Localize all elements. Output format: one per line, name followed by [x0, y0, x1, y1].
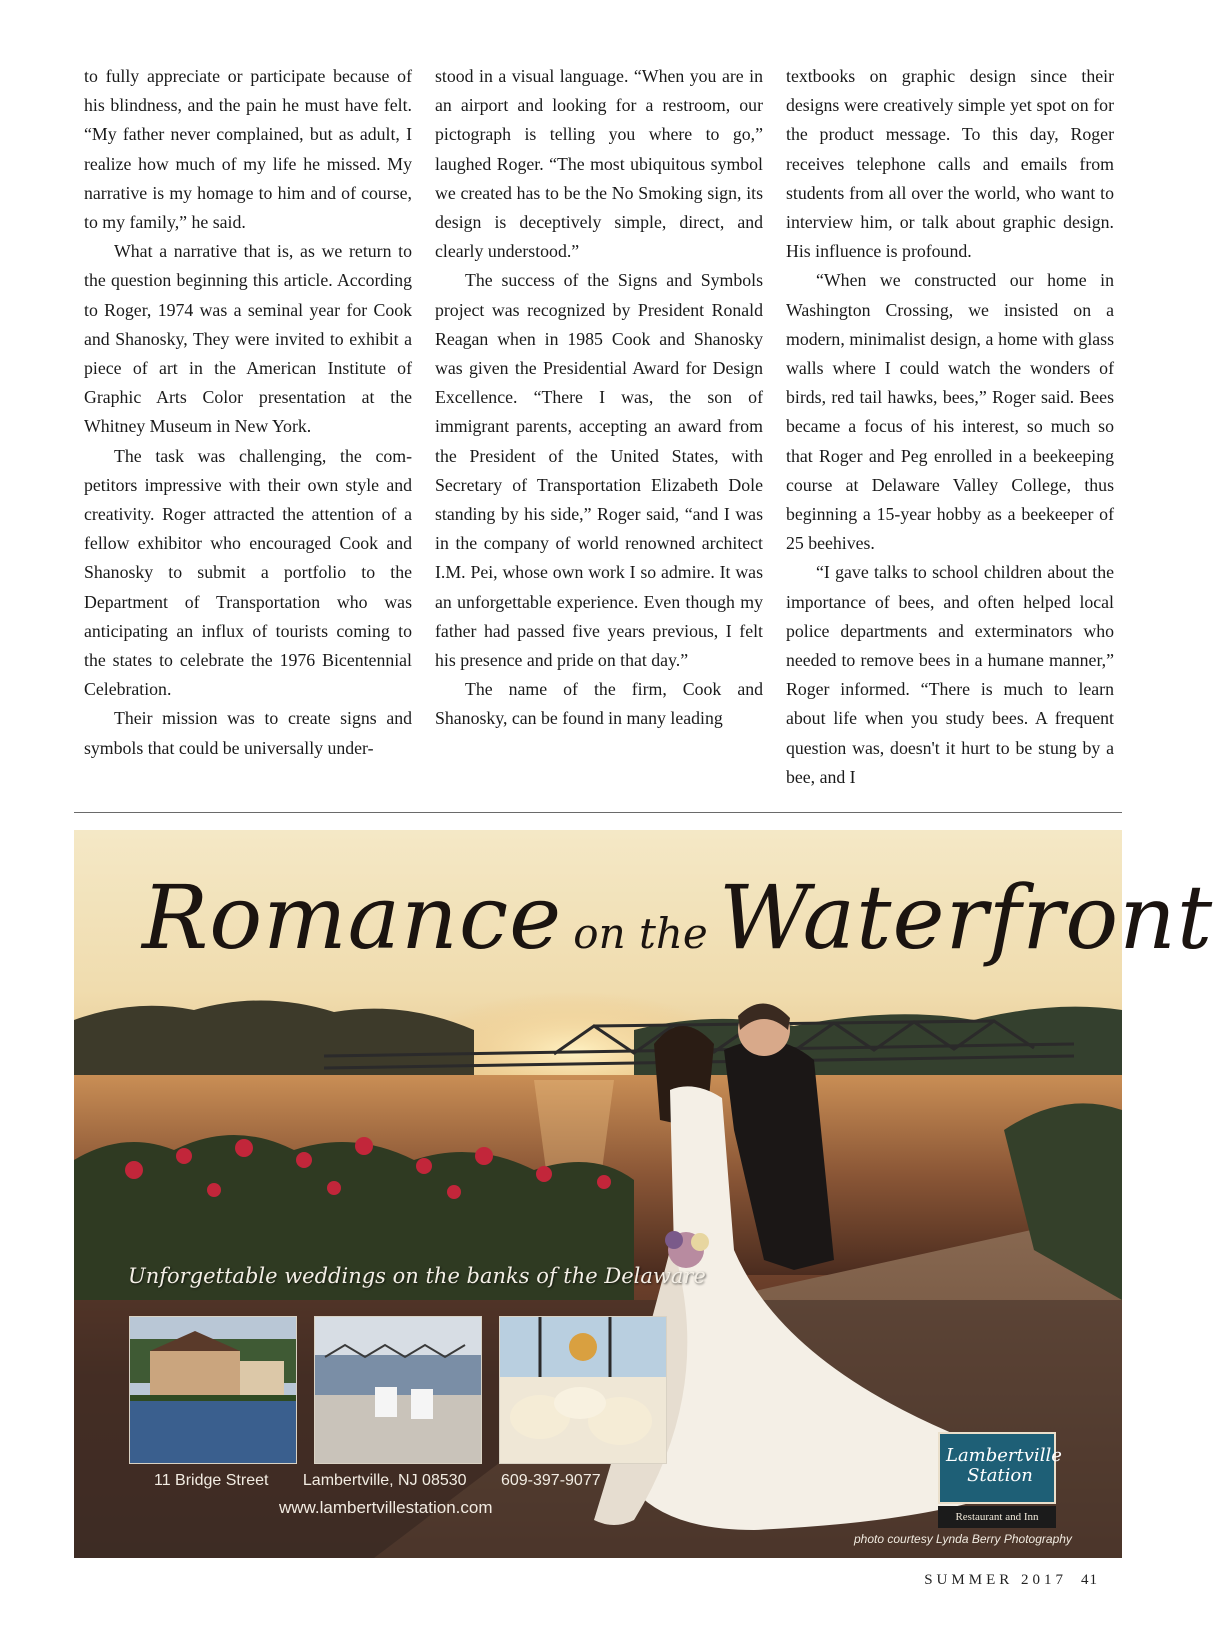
advertisement: [74, 830, 1213, 1558]
ad-tagline: Unforgettable weddings on the banks of the Delaware: [128, 1264, 706, 1288]
ad-website-link[interactable]: www.lambertvillestation.com: [279, 1498, 493, 1517]
photo-thumbnail-bridge-view: [314, 1316, 482, 1464]
article-column-3: [786, 62, 1114, 792]
paragraph: “When we constructed our home in Washington Crossing, we insisted on a modern, minimalist design, a home with glass walls where I could watch the wonders of birds, red tail hawks, bees,” Roger said. Bees became a focus of his interest, so much so that Roger and Peg enrolled in a beekeeping course at Delaware Valley College, thus beginning a 15-year hobby as a beekeeper of 25 beehives.: [786, 270, 1114, 554]
logo-badge: [938, 1432, 1062, 1504]
page-number: 41: [1081, 1572, 1098, 1588]
headline-romance: Romance: [142, 866, 563, 969]
article-column-1: [84, 62, 412, 763]
article-columns: [84, 62, 1114, 792]
logo-line-1: Lambertville: [946, 1445, 1062, 1466]
paragraph: The task was challenging, the competitors impressive with their own style and creativity. Roger attracted the attention of a fellow exhibitor who encouraged Cook and Shanosky to submit a portfolio to the Department of Transportation who was anticipating an influx of tourists coming to the states to celebrate the 1976 Bicentennial Celebration.: [84, 445, 412, 700]
logo-subtitle: Restaurant and Inn: [938, 1506, 1056, 1528]
ad-headline: [142, 866, 1213, 986]
paragraph: What a narrative that is, as we return to the question beginning this article. According to Roger, 1974 was a seminal year for Cook and Shanosky, They were invited to exhibit a piece of art in the American Institute of Graphic Arts Color presentation at the Whitney Museum in New York.: [84, 241, 412, 437]
photo-thumbnail-inn: [129, 1316, 297, 1464]
paragraph: Their mission was to create signs and symbols that could be universally under-: [84, 708, 412, 758]
photo-credit: photo courtesy Lynda Berry Photography: [854, 1532, 1072, 1546]
issue-label: SUMMER 2017: [924, 1572, 1067, 1588]
ad-phone: 609-397-9077: [500, 1472, 601, 1489]
lambertville-station-logo: [938, 1432, 1062, 1530]
photo-thumbnail-reception: [499, 1316, 667, 1464]
paragraph: stood in a visual language. “When you are in an airport and looking for a restroom, our pictograph is telling you where to go,” laughed Roger. “The most ubiquitous symbol we created has to be the No Smoking sign, its design is deceptively simple, direct, and clearly understood.”: [435, 66, 763, 262]
paragraph: “I gave talks to school children about the importance of bees, and often helped local police departments and exterminators who needed to remove bees in a humane manner,” Roger informed. “There is much to learn about life when you study bees. A frequent question was, doesn't it hurt to be stung by a bee, and I: [786, 562, 1114, 787]
logo-line-2: Station: [967, 1465, 1033, 1486]
paragraph: to fully appreciate or participate because of his blindness, and the pain he must have felt. “My father never complained, but as adult, I realize how much of my life he missed. My narrative is my homage to him and of course, to my family,” he said.: [84, 66, 412, 233]
headline-waterfront: Waterfront: [718, 866, 1213, 969]
logo-text: [946, 1445, 1062, 1486]
ad-contact-line: [154, 1472, 631, 1490]
ad-city: Lambertville, NJ 08530: [302, 1472, 467, 1489]
page-footer: [924, 1572, 1098, 1589]
paragraph: The success of the Signs and Symbols project was recognized by President Ronald Reagan when in 1985 Cook and Shanosky was given the Presidential Award for Design Excellence. “There I was, the son of immigrant parents, accepting an award from the President of the United States, with Secretary of Transportation Elizabeth Dole standing by his side,” Roger said, “and I was in the company of world renowned architect I.M. Pei, whose own work I so admire. It was an unforgettable experience. Even though my father had passed five years previous, I felt his presence and pride on that day.”: [435, 270, 763, 671]
paragraph: The name of the firm, Cook and Shanosky, can be found in many leading: [435, 679, 763, 729]
paragraph: textbooks on graphic design since their designs were creatively simple yet spot on for the product message. To this day, Roger receives telephone calls and emails from students from all over the world, who want to interview him, or talk about graphic design. His influence is profound.: [786, 66, 1114, 262]
ad-address: 11 Bridge Street: [154, 1472, 269, 1489]
article-column-2: [435, 62, 763, 734]
tree-line: [74, 1000, 474, 1080]
section-divider: [74, 812, 1122, 813]
headline-on-the: on the: [573, 909, 708, 958]
